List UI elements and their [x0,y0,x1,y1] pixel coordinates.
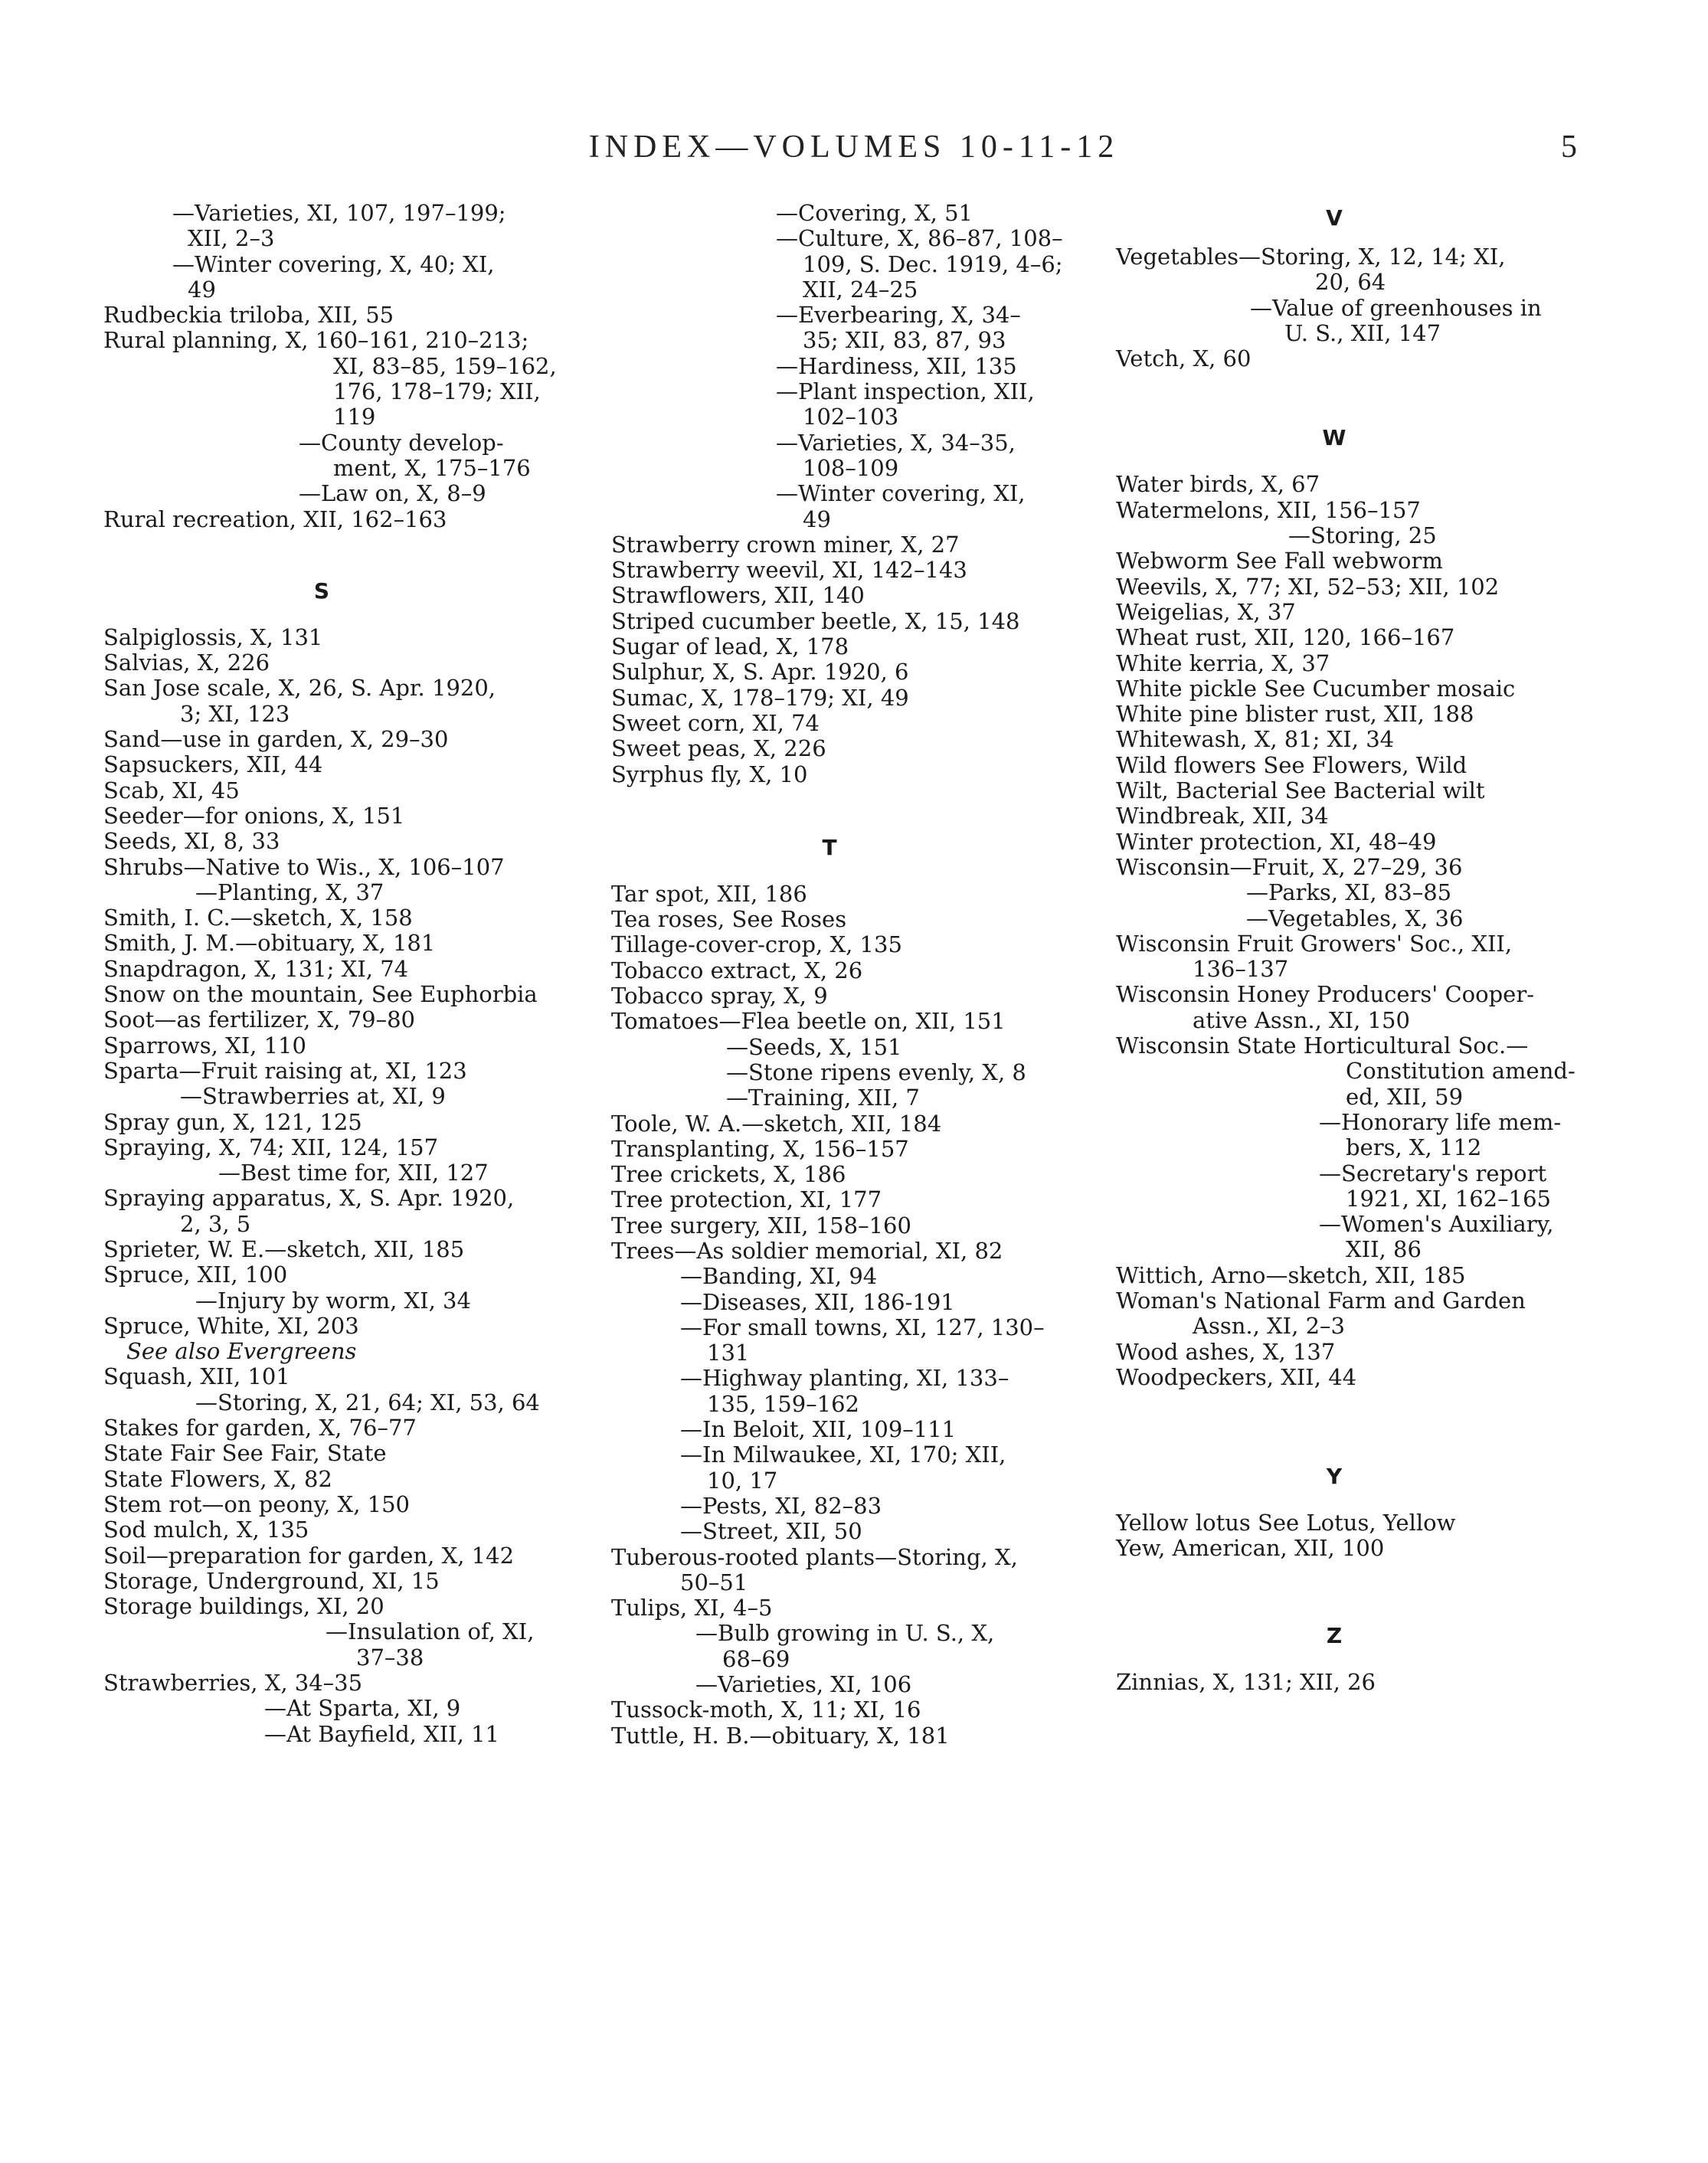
index-entry: Tree surgery, XII, 158–160 [611,1212,911,1239]
index-entry: Spraying, X, 74; XII, 124, 157 [103,1134,439,1160]
index-entry: Seeds, XI, 8, 33 [103,828,280,855]
index-entry: Windbreak, XII, 34 [1116,803,1329,830]
index-entry: —Best time for, XII, 127 [218,1160,489,1186]
section-letter-s: S [313,578,330,604]
index-entry: Toole, W. A.—sketch, XII, 184 [611,1110,942,1137]
index-entry: Sulphur, X, S. Apr. 1920, 6 [611,659,909,686]
index-entry: Tar spot, XII, 186 [611,880,807,907]
index-entry: White pine blister rust, XII, 188 [1116,701,1474,728]
index-entry: Tobacco spray, X, 9 [611,983,828,1010]
index-entry: Soil—preparation for garden, X, 142 [103,1542,515,1569]
index-entry: —Covering, X, 51 [776,200,973,226]
index-entry: —Winter covering, X, 40; XI, [172,250,495,277]
index-entry: Shrubs—Native to Wis., X, 106–107 [103,853,505,880]
index-entry: 135, 159–162 [707,1390,859,1417]
index-entry: Sweet peas, X, 226 [611,735,826,762]
index-entry: Smith, J. M.—obituary, X, 181 [103,930,436,957]
index-entry: —Street, XII, 50 [680,1518,862,1545]
index-entry: Storage, Underground, XI, 15 [103,1567,440,1594]
index-entry: Weevils, X, 77; XI, 52–53; XII, 102 [1116,573,1500,600]
index-entry: 102–103 [803,404,899,430]
index-entry: —In Beloit, XII, 109–111 [680,1416,957,1443]
index-entry: —Secretary's report [1319,1160,1547,1186]
index-entry: Wisconsin—Fruit, X, 27–29, 36 [1116,853,1463,880]
index-entry: Sprieter, W. E.—sketch, XII, 185 [103,1235,465,1262]
index-entry: Soot—as fertilizer, X, 79–80 [103,1006,416,1033]
index-entry: State Fair See Fair, State [103,1440,387,1467]
index-entry: Wisconsin Fruit Growers' Soc., XII, [1116,930,1513,957]
index-entry: —Women's Auxiliary, [1319,1211,1554,1238]
index-entry: XI, 83–85, 159–162, [333,352,557,379]
index-entry: Salvias, X, 226 [103,650,270,676]
index-entry: Strawflowers, XII, 140 [611,582,865,609]
index-entry: Weigelias, X, 37 [1116,598,1296,625]
index-entry: bers, X, 112 [1346,1134,1482,1161]
index-entry: Constitution amend- [1346,1058,1575,1085]
index-entry: Syrphus fly, X, 10 [611,761,808,787]
index-entry: Seeder—for onions, X, 151 [103,802,405,829]
index-entry: Salpiglossis, X, 131 [103,623,323,650]
index-entry: 3; XI, 123 [180,700,290,727]
index-entry: —Seeds, X, 151 [726,1033,902,1060]
page-header-title: INDEX—VOLUMES 10-11-12 [588,129,1120,165]
index-entry: —Plant inspection, XII, [776,378,1035,405]
index-entry: —Varieties, X, 34–35, [776,429,1016,456]
index-entry: White kerria, X, 37 [1116,650,1330,676]
index-entry: XII, 86 [1346,1236,1422,1263]
section-letter-w: W [1322,425,1346,451]
index-entry: Webworm See Fall webworm [1116,548,1443,574]
index-entry: —Highway planting, XI, 133– [680,1365,1009,1392]
index-entry: —Banding, XI, 94 [680,1263,878,1290]
index-entry: 176, 178–179; XII, [333,378,541,405]
index-entry: —Law on, X, 8–9 [299,480,486,507]
index-entry: Spruce, XII, 100 [103,1261,288,1288]
index-entry: Wisconsin Honey Producers' Cooper- [1116,981,1534,1008]
index-entry: Sugar of lead, X, 178 [611,633,849,660]
index-entry: —Winter covering, XI, [776,480,1026,507]
index-entry: Spruce, White, XI, 203 [103,1312,359,1339]
index-entry: 49 [803,506,831,532]
index-entry: State Flowers, X, 82 [103,1465,332,1492]
index-entry: Sod mulch, X, 135 [103,1517,309,1543]
index-entry: 68–69 [722,1645,790,1672]
index-entry: —Storing, 25 [1288,522,1437,549]
index-entry: Tree protection, XI, 177 [611,1186,882,1213]
index-entry: Zinnias, X, 131; XII, 26 [1116,1668,1376,1695]
index-entry: 2, 3, 5 [180,1210,251,1237]
index-entry: ed, XII, 59 [1346,1083,1464,1110]
index-column-1 [103,201,571,1747]
index-entry: —Strawberries at, XI, 9 [180,1083,446,1110]
index-entry: Wilt, Bacterial See Bacterial wilt [1116,777,1485,804]
index-entry: Tomatoes—Flea beetle on, XII, 151 [611,1008,1006,1035]
index-entry: Wisconsin State Horticultural Soc.— [1116,1032,1529,1059]
index-entry: Whitewash, X, 81; XI, 34 [1116,726,1395,753]
index-entry: XII, 2–3 [188,225,275,252]
index-entry: 10, 17 [707,1467,778,1494]
index-entry: Water birds, X, 67 [1116,471,1320,498]
index-entry: Tobacco extract, X, 26 [611,957,863,983]
index-entry: —Value of greenhouses in [1250,294,1542,321]
index-entry: 37–38 [356,1644,424,1671]
page-number: 5 [1561,129,1577,165]
section-letter-z: Z [1326,1622,1343,1648]
index-entry: Strawberries, X, 34–35 [103,1670,363,1697]
index-column-3 [1116,201,1583,1695]
section-letter-t: T [822,834,837,860]
index-entry: Tuttle, H. B.—obituary, X, 181 [611,1722,950,1749]
index-entry: —At Bayfield, XII, 11 [264,1720,499,1747]
index-entry: Strawberry crown miner, X, 27 [611,531,960,558]
index-entry: Tussock-moth, X, 11; XI, 16 [611,1697,921,1723]
index-entry: Transplanting, X, 156–157 [611,1135,909,1162]
index-entry: Sumac, X, 178–179; XI, 49 [611,684,909,711]
index-entry: Storage buildings, XI, 20 [103,1593,384,1620]
index-column-2 [611,201,1078,1749]
index-entry: Smith, I. C.—sketch, X, 158 [103,905,413,931]
index-entry: Snapdragon, X, 131; XI, 74 [103,955,409,982]
index-entry: Yellow lotus See Lotus, Yellow [1116,1510,1456,1536]
index-entry: Rural recreation, XII, 162–163 [103,506,447,532]
index-entry: 1921, XI, 162–165 [1346,1185,1551,1212]
index-entry: 109, S. Dec. 1919, 4–6; [803,250,1063,277]
index-entry: Wheat rust, XII, 120, 166–167 [1116,624,1455,651]
index-entry: —Honorary life mem- [1319,1108,1562,1135]
index-entry: 50–51 [680,1569,748,1595]
index-entry: Vegetables—Storing, X, 12, 14; XI, [1116,244,1506,270]
index-entry: Tillage-cover-crop, X, 135 [611,931,902,958]
index-entry: —Vegetables, X, 36 [1246,905,1464,931]
index-entry: Assn., XI, 2–3 [1193,1313,1345,1340]
index-entry: —Everbearing, X, 34– [776,302,1021,329]
index-entry: Tree crickets, X, 186 [611,1161,846,1188]
index-entry: Snow on the mountain, See Euphorbia [103,981,538,1008]
index-entry: Sweet corn, XI, 74 [611,709,820,736]
index-entry: Woman's National Farm and Garden [1116,1287,1526,1314]
index-entry: —Hardiness, XII, 135 [776,352,1017,379]
index-entry: Stakes for garden, X, 76–77 [103,1415,417,1441]
index-entry: —Diseases, XII, 186-191 [680,1288,955,1315]
index-entry: ment, X, 175–176 [333,454,531,481]
index-entry: Sparta—Fruit raising at, XI, 123 [103,1057,467,1084]
index-entry: Tuberous-rooted plants—Storing, X, [611,1543,1018,1570]
index-entry: —Culture, X, 86–87, 108– [776,225,1063,252]
index-entry: Tulips, XI, 4–5 [611,1595,773,1621]
index-entry: Rudbeckia triloba, XII, 55 [103,302,394,329]
index-entry: Winter protection, XI, 48–49 [1116,828,1437,855]
index-entry: San Jose scale, X, 26, S. Apr. 1920, [103,675,496,702]
index-entry: —Injury by worm, XI, 34 [195,1287,471,1314]
index-entry: 131 [707,1340,750,1366]
index-entry: Wood ashes, X, 137 [1116,1338,1336,1365]
index-entry: —Pests, XI, 82–83 [680,1492,882,1519]
index-entry: U. S., XII, 147 [1284,319,1441,346]
index-entry: ative Assn., XI, 150 [1193,1006,1410,1033]
index-entry: —Bulb growing in U. S., X, [695,1620,995,1647]
index-entry: —Varieties, XI, 106 [695,1671,912,1698]
section-letter-v: V [1326,205,1343,231]
index-entry: —Varieties, XI, 107, 197–199; [172,200,506,226]
index-entry: —Storing, X, 21, 64; XI, 53, 64 [195,1389,540,1415]
index-entry: XII, 24–25 [803,276,918,303]
index-entry: —Stone ripens evenly, X, 8 [726,1059,1026,1085]
index-entry: —Parks, XI, 83–85 [1246,879,1452,906]
index-entry: Stem rot—on peony, X, 150 [103,1491,410,1517]
index-entry: Scab, XI, 45 [103,777,240,803]
index-entry: Woodpeckers, XII, 44 [1116,1363,1357,1390]
index-entry: Striped cucumber beetle, X, 15, 148 [611,607,1020,634]
index-entry: See also Evergreens [126,1338,357,1365]
index-entry: Sapsuckers, XII, 44 [103,751,323,778]
index-entry: Vetch, X, 60 [1116,345,1252,372]
index-entry: 119 [333,404,376,430]
index-entry: Squash, XII, 101 [103,1363,290,1390]
index-entry: 136–137 [1193,956,1289,983]
index-entry: Sparrows, XI, 110 [103,1032,306,1059]
index-entry: —For small towns, XI, 127, 130– [680,1314,1045,1340]
index-entry: Trees—As soldier memorial, XI, 82 [611,1237,1003,1264]
index-entry: Tea roses, See Roses [611,906,847,933]
index-entry: —Planting, X, 37 [195,879,384,905]
index-entry: —Insulation of, XI, [326,1618,535,1645]
index-entry: Rural planning, X, 160–161, 210–213; [103,327,529,354]
index-entry: Watermelons, XII, 156–157 [1116,496,1421,523]
index-entry: 35; XII, 83, 87, 93 [803,327,1006,354]
index-entry: White pickle See Cucumber mosaic [1116,675,1516,702]
index-entry: Yew, American, XII, 100 [1116,1535,1385,1562]
index-entry: 49 [188,276,216,303]
index-entry: —Training, XII, 7 [726,1085,920,1111]
section-letter-y: Y [1326,1464,1343,1490]
index-entry: 108–109 [803,454,899,481]
index-entry: Wild flowers See Flowers, Wild [1116,751,1468,778]
index-entry: Spray gun, X, 121, 125 [103,1108,362,1135]
index-entry: —County develop- [299,429,504,456]
index-entry: Wittich, Arno—sketch, XII, 185 [1116,1261,1466,1288]
index-entry: Strawberry weevil, XI, 142–143 [611,557,967,584]
index-entry: Spraying apparatus, X, S. Apr. 1920, [103,1185,515,1212]
index-entry: 20, 64 [1315,269,1386,296]
index-entry: —At Sparta, XI, 9 [264,1695,461,1722]
index-entry: Sand—use in garden, X, 29–30 [103,726,449,753]
index-entry: —In Milwaukee, XI, 170; XII, [680,1441,1006,1468]
